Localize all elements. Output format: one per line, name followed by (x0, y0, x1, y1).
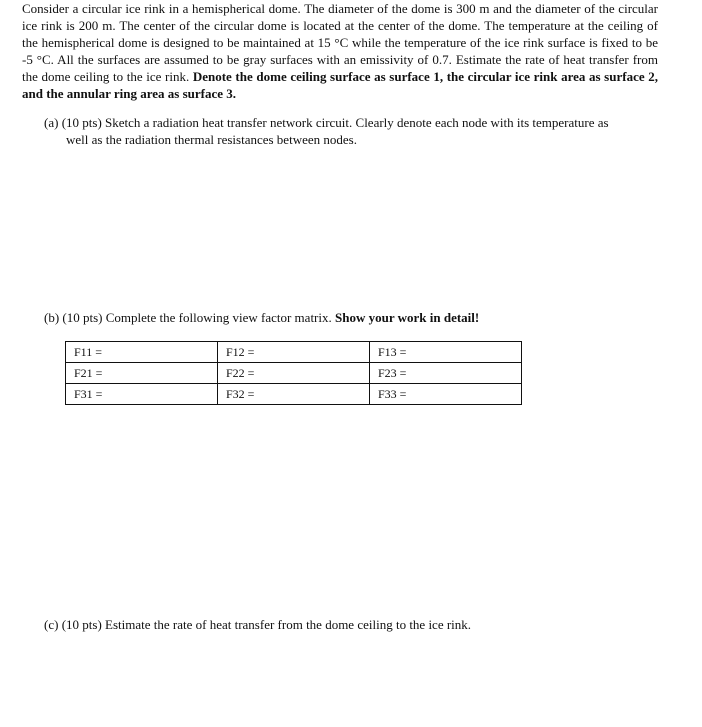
matrix-row-1 (66, 342, 522, 363)
cell-f33: F33 = (370, 384, 522, 405)
view-factor-matrix (65, 341, 522, 405)
part-a (44, 114, 656, 148)
part-b (44, 309, 656, 326)
cell-f31: F31 = (66, 384, 218, 405)
part-b-text: (10 pts) Complete the following view factor matrix. (62, 310, 335, 325)
part-b-label: (b) (44, 310, 60, 325)
matrix-row-3 (66, 384, 522, 405)
part-a-label: (a) (44, 115, 59, 130)
cell-f21: F21 = (66, 363, 218, 384)
part-c-text: (10 pts) Estimate the rate of heat transfer from the dome ceiling to the ice rink. (61, 617, 472, 632)
part-c (44, 616, 656, 633)
problem-statement (22, 0, 658, 102)
matrix-row-2 (66, 363, 522, 384)
cell-f23: F23 = (370, 363, 522, 384)
part-b-emphasis: Show your work in detail! (335, 310, 480, 325)
cell-f13: F13 = (370, 342, 522, 363)
problem-surface-definitions: Denote the dome ceiling surface as surface 1, the circular ice rink area as surface 2, and the annular ring area as surface 3. (22, 69, 658, 101)
problem-text: Consider a circular ice rink in a hemispherical dome. The diameter of the dome is 300 m and the diameter of the circular ice rink is 200 m. The center of the circular dome is located at the center of the dome. The temperature at the ceiling of the hemispherical dome is designed to be maintained at 15 °C while the temperature of the ice rink surface is fixed to be -5 °C. All the surfaces are assumed to be gray surfaces with an emissivity of 0.7. Estimate the rate of heat transfer from the dome ceiling to the ice rink. (22, 1, 658, 84)
part-c-label: (c) (44, 617, 59, 632)
part-a-continuation: well as the radiation thermal resistances between nodes. (66, 132, 357, 147)
cell-f12: F12 = (218, 342, 370, 363)
cell-f22: F22 = (218, 363, 370, 384)
part-a-text: (10 pts) Sketch a radiation heat transfer network circuit. Clearly denote each node with its temperature as (61, 115, 609, 130)
cell-f32: F32 = (218, 384, 370, 405)
cell-f11: F11 = (66, 342, 218, 363)
